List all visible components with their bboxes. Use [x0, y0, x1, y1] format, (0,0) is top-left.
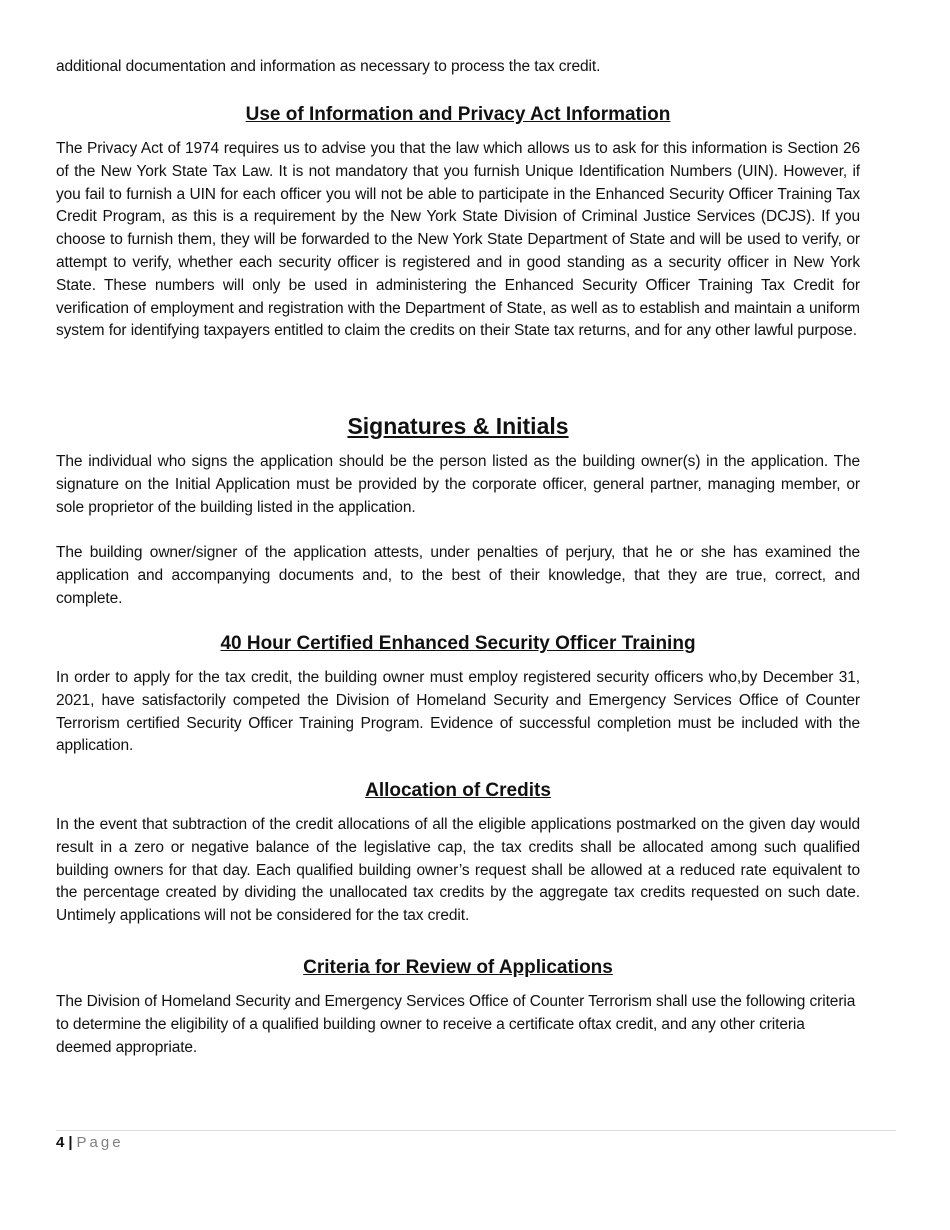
- signatures-heading: Signatures & Initials: [347, 413, 569, 439]
- intro-text: additional documentation and information as necessary to process the tax credit.: [56, 58, 601, 75]
- footer-divider: [56, 1130, 896, 1131]
- allocation-body: In the event that subtraction of the credit allocations of all the eligible applications postmarked on the given day would result in a zero or negative balance of the legislative cap, the tax credits shall be allocated among such qualified building owners for that day. Each qualified building owner’s request shall be allowed at a reduced rate equivalent to the percentage created by dividing the unallocated tax credits by the aggregate tax credits requested on such date. Untimely applications will not be considered for the tax credit.: [56, 816, 860, 925]
- allocation-heading: Allocation of Credits: [365, 780, 551, 801]
- privacy-body-block: [56, 138, 860, 343]
- signatures-para1-block: [56, 451, 860, 519]
- privacy-heading: Use of Information and Privacy Act Information: [245, 104, 671, 125]
- training-body-block: [56, 667, 860, 758]
- page-label: Page: [76, 1134, 124, 1151]
- signatures-section: [56, 411, 860, 441]
- criteria-body: The Division of Homeland Security and Emergency Services Office of Counter Terrorism shall use the following criteria to determine the eligibility of a qualified building owner to receive a certificate oftax credit, and any other criteria deemed appropriate.: [56, 993, 856, 1056]
- signatures-para1: The individual who signs the application should be the person listed as the building owner(s) in the application. The signature on the Initial Application must be provided by the corporate officer, general partner, managing member, or sole proprietor of the building listed in the application.: [56, 453, 860, 516]
- criteria-body-block: [56, 991, 860, 1059]
- signatures-para2-block: [56, 542, 860, 610]
- training-body: In order to apply for the tax credit, the building owner must employ registered security officers who,by December 31, 2021, have satisfactorily competed the Division of Homeland Security and Emergency Services Office of Counter Terrorism certified Security Officer Training Program. Evidence of successful completion must be included with the application.: [56, 669, 860, 755]
- training-section: [56, 631, 860, 657]
- criteria-heading: Criteria for Review of Applications: [303, 957, 613, 978]
- allocation-section: [56, 778, 860, 804]
- training-heading: 40 Hour Certified Enhanced Security Officer Training: [220, 633, 696, 654]
- allocation-body-block: [56, 814, 860, 928]
- intro-section: [56, 56, 860, 79]
- page-footer: [56, 1133, 124, 1153]
- footer-separator: |: [68, 1134, 73, 1151]
- criteria-section: [56, 955, 860, 981]
- signatures-para2: The building owner/signer of the application attests, under penalties of perjury, that he or she has examined the application and accompanying documents and, to the best of their knowledge, that they are true, correct, and complete.: [56, 544, 860, 607]
- page-number: 4: [56, 1134, 65, 1151]
- privacy-body: The Privacy Act of 1974 requires us to advise you that the law which allows us to ask for this information is Section 26 of the New York State Tax Law. It is not mandatory that you furnish Unique Identification Numbers (UIN). However, if you fail to furnish a UIN for each officer you will not be able to participate in the Enhanced Security Officer Training Tax Credit Program, as this is a requirement by the New York State Division of Criminal Justice Services (DCJS). If you choose to furnish them, they will be forwarded to the New York State Department of State and will be used to verify, or attempt to verify, whether each security officer is registered and in good standing as a security officer in New York State. These numbers will only be used in administering the Enhanced Security Officer Training Tax Credit for verification of employment and registration with the Department of State, as well as to establish and maintain a uniform system for identifying taxpayers entitled to claim the credits on their State tax returns, and for any other lawful purpose.: [56, 140, 860, 340]
- privacy-section: [56, 102, 860, 128]
